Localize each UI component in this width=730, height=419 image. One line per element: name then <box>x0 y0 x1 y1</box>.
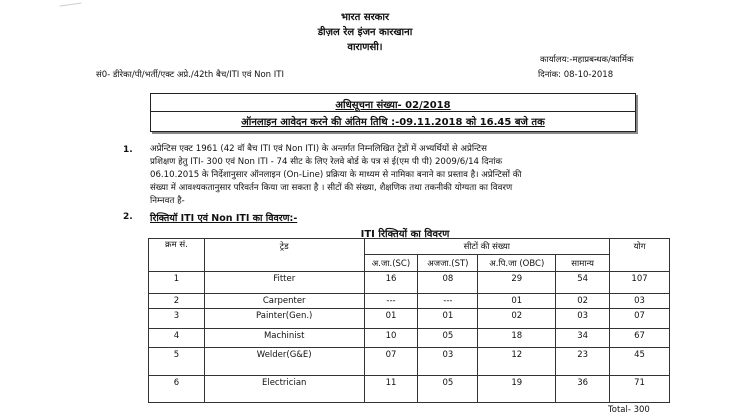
row-st: 03 <box>418 348 478 376</box>
header-city: वाराणसी। <box>347 42 383 53</box>
header-st: अजजा.(ST) <box>418 255 478 272</box>
row-general: 54 <box>556 272 610 294</box>
row-total: 107 <box>610 272 670 294</box>
row-serial: 5 <box>149 348 205 376</box>
row-st: 05 <box>418 329 478 348</box>
row-general: 02 <box>556 294 610 309</box>
notice-divider <box>151 111 635 112</box>
row-obc: 12 <box>478 348 556 376</box>
table-caption: ITI रिक्तियों का विवरण <box>360 229 450 240</box>
row-total: 07 <box>610 309 670 329</box>
header-general: सामान्य <box>556 255 610 272</box>
row-serial: 4 <box>149 329 205 348</box>
section1-line-1: अप्रेन्टिस एक्ट 1961 (42 वॉ बैच ITI एवं Non ITI) के अन्तर्गत निम्नलिखित ट्रेडों में अभ्यर्थियों से अप्रेन्टिस <box>150 144 487 154</box>
header-sc: अ.जा.(SC) <box>364 255 418 272</box>
row-serial: 1 <box>149 272 205 294</box>
row-serial: 3 <box>149 309 205 329</box>
notice-title: अधिसूचना संख्या- 02/2018 <box>335 100 451 111</box>
row-st: 05 <box>418 376 478 403</box>
row-obc: 18 <box>478 329 556 348</box>
row-total: 45 <box>610 348 670 376</box>
grand-total: Total- 300 <box>608 405 650 415</box>
row-total: 67 <box>610 329 670 348</box>
row-serial: 2 <box>149 294 205 309</box>
row-sc: --- <box>364 294 418 309</box>
row-obc: 01 <box>478 294 556 309</box>
last-date: ऑनलाइन आवेदन करने की अंतिम तिथि :-09.11.2018 को 16.45 बजे तक <box>241 117 545 128</box>
table-row <box>149 294 670 309</box>
table-row <box>149 272 670 294</box>
row-obc: 29 <box>478 272 556 294</box>
row-obc: 02 <box>478 309 556 329</box>
section1-number: 1. <box>123 145 133 155</box>
section1-line-2: प्रशिक्षण हेतु ITI- 300 एवं Non ITI - 74 सीट के लिए रेलवे बोर्ड के पत्र सं ई(एम पी पी) 2009/6/14 दिनांक <box>150 157 503 167</box>
row-sc: 07 <box>364 348 418 376</box>
section2-number: 2. <box>123 212 133 222</box>
row-serial: 6 <box>149 376 205 403</box>
header-govt: भारत सरकार <box>340 12 390 23</box>
row-sc: 11 <box>364 376 418 403</box>
table-row <box>149 329 670 348</box>
row-total: 71 <box>610 376 670 403</box>
section1-line-3: 06.10.2015 के निर्देशानुसार ऑनलाइन (On-Line) प्रक्रिया के माध्यम से नामिका बनाने का प्रस्ताव है। अप्रेन्टिसों की <box>150 170 522 180</box>
row-trade: Carpenter <box>204 294 364 309</box>
office-label: कार्यालय:-महाप्रबन्धक/कार्मिक <box>540 55 634 65</box>
row-trade: Electrician <box>204 376 364 403</box>
row-trade: Machinist <box>204 329 364 348</box>
header-seats: सीटों की संख्या <box>364 239 610 255</box>
row-general: 03 <box>556 309 610 329</box>
section1-line-4: संख्या में आवश्यकतानुसार परिवर्तन किया जा सकता है । सीटों की संख्या, शैक्षणिक तथा तकनीकी योग्यता का विवरण <box>150 183 513 193</box>
row-trade: Painter(Gen.) <box>204 309 364 329</box>
table-row <box>149 348 670 376</box>
header-obc: अ.पि.जा (OBC) <box>478 255 556 272</box>
header-trade: ट्रेड <box>204 239 364 272</box>
header-total: योग <box>610 239 670 272</box>
row-sc: 16 <box>364 272 418 294</box>
row-trade: Welder(G&E) <box>204 348 364 376</box>
row-st: 01 <box>418 309 478 329</box>
table-row <box>149 309 670 329</box>
row-general: 34 <box>556 329 610 348</box>
row-sc: 10 <box>364 329 418 348</box>
reference-number: सं0- डीरेका/पी/भर्ती/एक्ट अप्रे./42th बैच/ITI एवं Non ITI <box>96 70 284 80</box>
header-serial: क्रम सं. <box>149 239 205 272</box>
section1-line-5: निम्नवत है- <box>150 196 185 206</box>
notice-date: दिनांक: 08-10-2018 <box>538 70 614 80</box>
row-general: 36 <box>556 376 610 403</box>
table-row <box>149 376 670 403</box>
row-trade: Fitter <box>204 272 364 294</box>
table-header-row <box>149 239 670 255</box>
row-st: --- <box>418 294 478 309</box>
row-sc: 01 <box>364 309 418 329</box>
row-general: 23 <box>556 348 610 376</box>
row-total: 03 <box>610 294 670 309</box>
notice-box <box>150 93 636 132</box>
section2-title: रिक्तियॉ ITI एवं Non ITI का विवरण:- <box>150 213 298 224</box>
vacancy-table <box>148 238 670 403</box>
header-org: डीज़ल रेल इंजन कारखाना <box>317 27 413 38</box>
row-st: 08 <box>418 272 478 294</box>
row-obc: 19 <box>478 376 556 403</box>
